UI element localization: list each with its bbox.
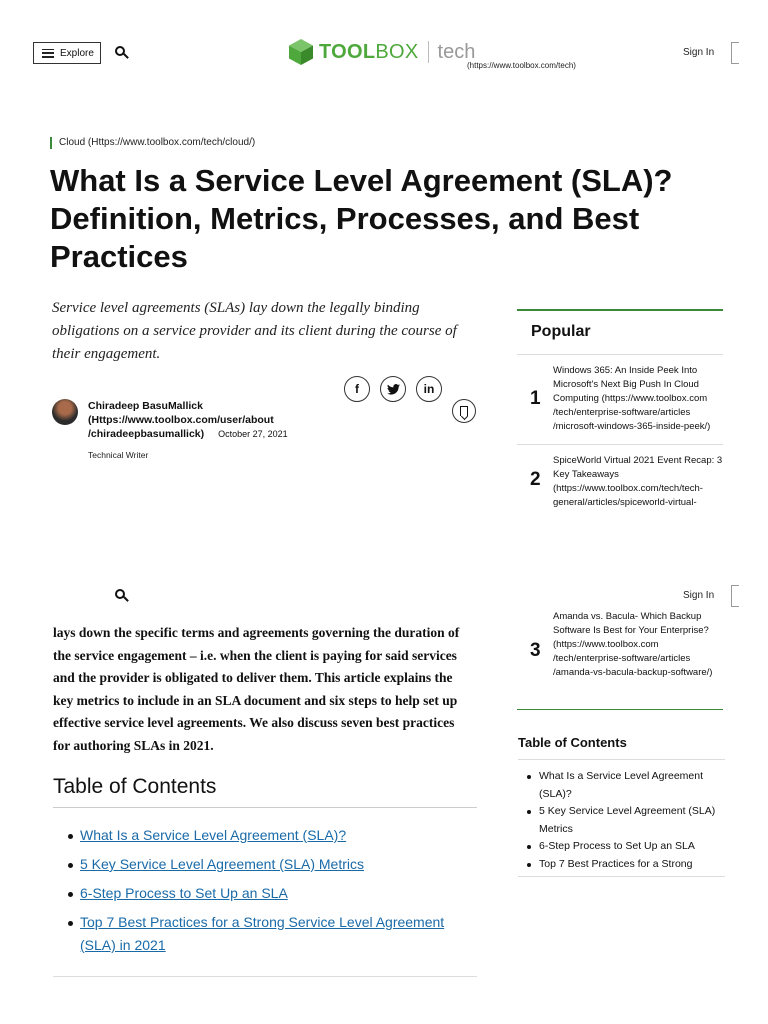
logo-section: tech xyxy=(437,40,476,63)
popular-item[interactable] xyxy=(517,444,723,509)
popular-title: Popular xyxy=(531,323,591,340)
sidebar-toc-divider xyxy=(518,759,725,760)
facebook-share-button[interactable] xyxy=(344,376,370,402)
explore-button[interactable] xyxy=(33,42,101,64)
popular-section xyxy=(517,309,723,341)
sticky-edge-button[interactable] xyxy=(731,585,739,607)
menu-icon xyxy=(42,49,54,58)
sidebar-toc-item[interactable]: 6-Step Process to Set Up an SLA xyxy=(518,838,725,856)
twitter-share-button[interactable] xyxy=(380,376,406,402)
popular-link[interactable]: Amanda vs. Bacula- Which Backup Software Is Best for Your Enterprise? (https://www.toolbox.com /tech/enterprise-software/articles /amanda-vs-bacula-backup-software/) xyxy=(553,612,713,678)
sticky-sign-in-link[interactable]: Sign In xyxy=(683,590,715,601)
content-divider xyxy=(53,976,477,977)
search-icon[interactable] xyxy=(115,46,125,56)
author-url-line2: /chiradeepbasumallick) xyxy=(88,428,205,440)
sidebar-toc-item[interactable]: 5 Key Service Level Agreement (SLA) Metrics xyxy=(518,803,725,838)
toc-item xyxy=(53,824,477,847)
sidebar-toc-list xyxy=(518,768,725,873)
toc-item xyxy=(53,853,477,876)
toc-link[interactable]: Top 7 Best Practices for a Strong Service Level Agreement (SLA) in 2021 xyxy=(80,914,445,953)
author-link[interactable] xyxy=(88,399,328,441)
popular-item[interactable] xyxy=(517,612,723,696)
toc-title: Table of Contents xyxy=(53,775,217,798)
sidebar-toc-bottom-divider xyxy=(518,876,725,877)
bookmark-icon xyxy=(460,406,468,416)
popular-link[interactable]: SpiceWorld Virtual 2021 Event Recap: 3 Key Takeaways (https://www.toolbox.com/tech/tech-general/articles/spiceworld-virtual- xyxy=(553,455,723,508)
popular-rank: 1 xyxy=(530,388,541,409)
toc-item xyxy=(53,882,477,905)
author-name: Chiradeep BasuMallick xyxy=(88,400,203,412)
toolbox-logo[interactable] xyxy=(288,38,475,66)
popular-item[interactable] xyxy=(517,354,723,445)
sign-in-link[interactable]: Sign In xyxy=(683,47,715,58)
toc-link[interactable]: What Is a Service Level Agreement (SLA)? xyxy=(80,827,347,843)
toc-link[interactable]: 6-Step Process to Set Up an SLA xyxy=(80,885,288,901)
article-title: What Is a Service Level Agreement (SLA)? Definition, Metrics, Processes, and Best Practices xyxy=(50,163,673,274)
popular-rank: 3 xyxy=(530,640,541,661)
logo-brand: TOOLBOX xyxy=(319,40,419,63)
article-lede: Service level agreements (SLAs) lay down the legally binding obligations on a service provider and its client during the course of their engagement. xyxy=(52,300,457,362)
twitter-icon xyxy=(387,384,400,395)
publish-date: October 27, 2021 xyxy=(218,429,288,439)
category-link[interactable]: Cloud (Https://www.toolbox.com/tech/cloud/) xyxy=(50,137,255,149)
sidebar-toc-title: Table of Contents xyxy=(518,735,627,750)
edge-button[interactable] xyxy=(731,42,739,64)
toc-item xyxy=(53,911,477,957)
linkedin-icon: in xyxy=(423,382,435,396)
popular-link[interactable]: Windows 365: An Inside Peek Into Microsoft's Next Big Push In Cloud Computing (https://www.toolbox.com /tech/enterprise-software/articles /microsoft-windows-365-inside-peek/) xyxy=(553,365,711,432)
author-avatar[interactable] xyxy=(52,399,78,425)
bookmark-button[interactable] xyxy=(452,399,476,423)
toc-link[interactable]: 5 Key Service Level Agreement (SLA) Metrics xyxy=(80,856,365,872)
linkedin-share-button[interactable] xyxy=(416,376,442,402)
logo-divider xyxy=(428,41,429,63)
logo-url: (https://www.toolbox.com/tech) xyxy=(467,61,576,70)
sidebar-divider xyxy=(517,709,723,710)
author-url-line1: (Https://www.toolbox.com/user/about xyxy=(88,414,274,426)
explore-label: Explore xyxy=(60,47,94,59)
sidebar-toc-item[interactable]: Top 7 Best Practices for a Strong xyxy=(518,856,725,874)
facebook-icon: f xyxy=(355,382,359,396)
sidebar-toc-item[interactable]: What Is a Service Level Agreement (SLA)? xyxy=(518,768,725,803)
toc-divider xyxy=(53,807,477,808)
popular-rank: 2 xyxy=(530,469,541,490)
toc-list xyxy=(53,824,477,963)
article-body: lays down the specific terms and agreements governing the duration of the service engagement – i.e. when the client is paying for said services and the provider is obligated to deliver them. This article explains the key metrics to include in an SLA document and six steps to help set up effective service level agreements. We also discuss seven best practices for authoring SLAs in 2021. xyxy=(53,625,460,753)
toolbox-cube-icon xyxy=(288,38,314,66)
sticky-search-icon[interactable] xyxy=(115,589,125,599)
author-role: Technical Writer xyxy=(88,450,149,460)
